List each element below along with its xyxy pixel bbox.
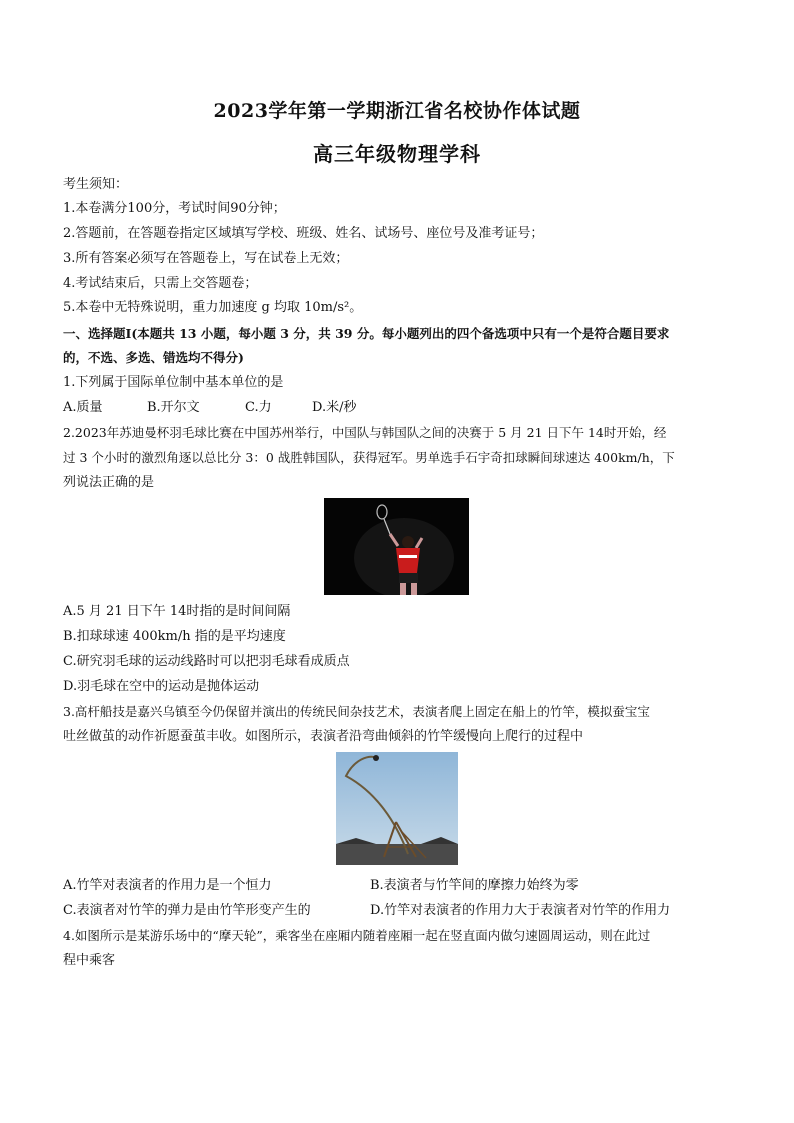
q2-option-b: B.扣球球速 400km/h 指的是平均速度 xyxy=(63,629,286,644)
q3-stem: 吐丝做茧的动作祈愿蚕茧丰收。如图所示，表演者沿弯曲倾斜的竹竿缓慢向上爬行的过程中 xyxy=(63,729,584,744)
exam-subtitle: 高三年级物理学科 xyxy=(313,142,481,166)
q3-option-a: A.竹竿对表演者的作用力是一个恒力 xyxy=(63,878,272,893)
q2-stem: 2.2023年苏迪曼杯羽毛球比赛在中国苏州举行，中国队与韩国队之间的决赛于 5 月 21 日下午 14时开始，经 xyxy=(63,425,667,440)
notice-item: 3.所有答案必须写在答题卷上，写在试卷上无效； xyxy=(63,251,349,266)
q3-option-d: D.竹竿对表演者的作用力大于表演者对竹竿的作用力 xyxy=(370,903,671,918)
q2-stem: 过 3 个小时的激烈角逐以总比分 3：0 战胜韩国队，获得冠军。男单选手石宇奇扣球瞬间球速达 400km/h，下 xyxy=(63,450,675,465)
q1-option-a: A.质量 xyxy=(63,400,103,415)
q3-option-b: B.表演者与竹竿间的摩擦力始终为零 xyxy=(370,878,579,893)
q3-option-c: C.表演者对竹竿的弹力是由竹竿形变产生的 xyxy=(63,903,311,918)
notice-heading: 考生须知： xyxy=(63,177,129,192)
q1-option-c: C.力 xyxy=(245,400,272,415)
q2-option-c: C.研究羽毛球的运动线路时可以把羽毛球看成质点 xyxy=(63,654,350,669)
bamboo-pole-photo xyxy=(336,752,458,865)
notice-item: 5.本卷中无特殊说明，重力加速度 g 均取 10m/s²。 xyxy=(63,300,363,315)
q1-stem: 1.下列属于国际单位制中基本单位的是 xyxy=(63,375,284,390)
exam-title: 2023学年第一学期浙江省名校协作体试题 xyxy=(213,100,581,122)
notice-item: 1.本卷满分100分，考试时间90分钟； xyxy=(63,201,286,216)
section-heading: 一、选择题Ⅰ(本题共 13 小题，每小题 3 分，共 39 分。每小题列出的四个备选项中只有一个是符合题目要求 xyxy=(63,326,670,341)
q4-stem: 4.如图所示是某游乐场中的“摩天轮”，乘客坐在座厢内随着座厢一起在竖直面内做匀速圆周运动，则在此过 xyxy=(63,928,651,943)
section-heading-cont: 的，不选、多选、错选均不得分) xyxy=(63,350,244,365)
notice-item: 4.考试结束后，只需上交答题卷； xyxy=(63,276,258,291)
badminton-player-photo xyxy=(324,498,469,595)
q4-stem: 程中乘客 xyxy=(63,953,116,968)
q1-option-d: D.米/秒 xyxy=(312,400,357,415)
q1-option-b: B.开尔文 xyxy=(147,400,200,415)
q3-stem: 3.高杆船技是嘉兴乌镇至今仍保留并演出的传统民间杂技艺术，表演者爬上固定在船上的竹竿，模拟蚕宝宝 xyxy=(63,704,650,719)
q2-option-a: A.5 月 21 日下午 14时指的是时间间隔 xyxy=(63,604,291,619)
q2-stem: 列说法正确的是 xyxy=(63,475,155,490)
notice-item: 2.答题前，在答题卷指定区域填写学校、班级、姓名、试场号、座位号及准考证号； xyxy=(63,226,544,241)
q2-option-d: D.羽毛球在空中的运动是抛体运动 xyxy=(63,679,260,694)
